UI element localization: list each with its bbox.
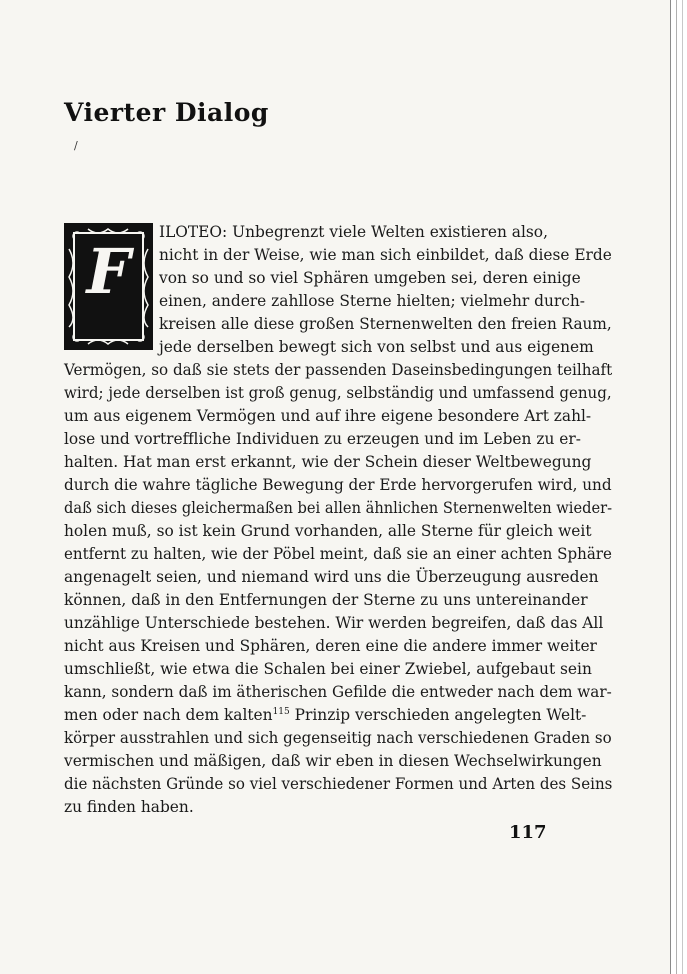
text-line: holen muß, so ist kein Grund vorhanden, alle Sterne für gleich weit <box>64 522 592 540</box>
text-line: durch die wahre tägliche Bewegung der Erde hervorgerufen wird, und <box>64 476 612 494</box>
text-line: unzählige Unterschiede bestehen. Wir werden begreifen, daß das All <box>64 614 604 632</box>
page-edge <box>682 0 683 974</box>
text-line: die nächsten Gründe so viel verschiedener Formen und Arten des Seins <box>64 775 613 793</box>
text-line: angenagelt seien, und niemand wird uns die Überzeugung ausreden <box>64 568 599 586</box>
text-segment: men oder nach dem kalten <box>64 706 273 724</box>
text-line: nicht aus Kreisen und Sphären, deren eine die andere immer weiter <box>64 637 597 655</box>
margin-mark: / <box>74 139 78 152</box>
text-line: jede derselben bewegt sich von selbst und aus eigenem <box>159 338 594 356</box>
text-line: kreisen alle diese großen Sternenwelten den freien Raum, <box>159 315 612 333</box>
text-line: von so und so viel Sphären umgeben sei, deren einige <box>159 269 581 287</box>
text-line: nicht in der Weise, wie man sich einbildet, daß diese Erde <box>159 246 612 264</box>
text-line: umschließt, wie etwa die Schalen bei einer Zwiebel, aufgebaut sein <box>64 660 592 678</box>
text-line: um aus eigenem Vermögen und auf ihre eigene besondere Art zahl- <box>64 407 592 425</box>
text-line: kann, sondern daß im ätherischen Gefilde die entweder nach dem war- <box>64 683 612 701</box>
text-line: können, daß in den Entfernungen der Sterne zu uns untereinander <box>64 591 588 609</box>
text-line: körper ausstrahlen und sich gegenseitig nach verschiedenen Graden so <box>64 729 612 747</box>
text-line: daß sich dieses gleichermaßen bei allen ähnlichen Sternenwelten wieder- <box>64 499 613 517</box>
text-line: lose und vortreffliche Individuen zu erzeugen und im Leben zu er- <box>64 430 581 448</box>
decorated-initial <box>64 223 153 350</box>
initial-letter: F <box>86 235 131 308</box>
text-line: zu finden haben. <box>64 798 194 816</box>
text-line: halten. Hat man erst erkannt, wie der Schein dieser Weltbewegung <box>64 453 592 471</box>
page-number: 117 <box>509 822 547 843</box>
chapter-heading: Vierter Dialog <box>64 98 269 127</box>
text-line-with-footnote <box>64 705 586 725</box>
text-line: ILOTEO: Unbegrenzt viele Welten existieren also, <box>159 223 548 241</box>
page-edge <box>676 0 677 974</box>
text-line: entfernt zu halten, wie der Pöbel meint, daß sie an einer achten Sphäre <box>64 545 612 563</box>
text-segment: Prinzip verschieden angelegten Welt- <box>294 706 587 724</box>
text-line: einen, andere zahllose Sterne hielten; vielmehr durch- <box>159 292 585 310</box>
text-line: Vermögen, so daß sie stets der passenden Daseinsbedingungen teilhaft <box>64 361 613 379</box>
page-edge <box>670 0 671 974</box>
footnote-ref: 115 <box>272 706 290 717</box>
text-line: vermischen und mäßigen, daß wir eben in diesen Wechselwirkungen <box>64 752 602 770</box>
text-line: wird; jede derselben ist groß genug, selbständig und umfassend genug, <box>64 384 612 402</box>
